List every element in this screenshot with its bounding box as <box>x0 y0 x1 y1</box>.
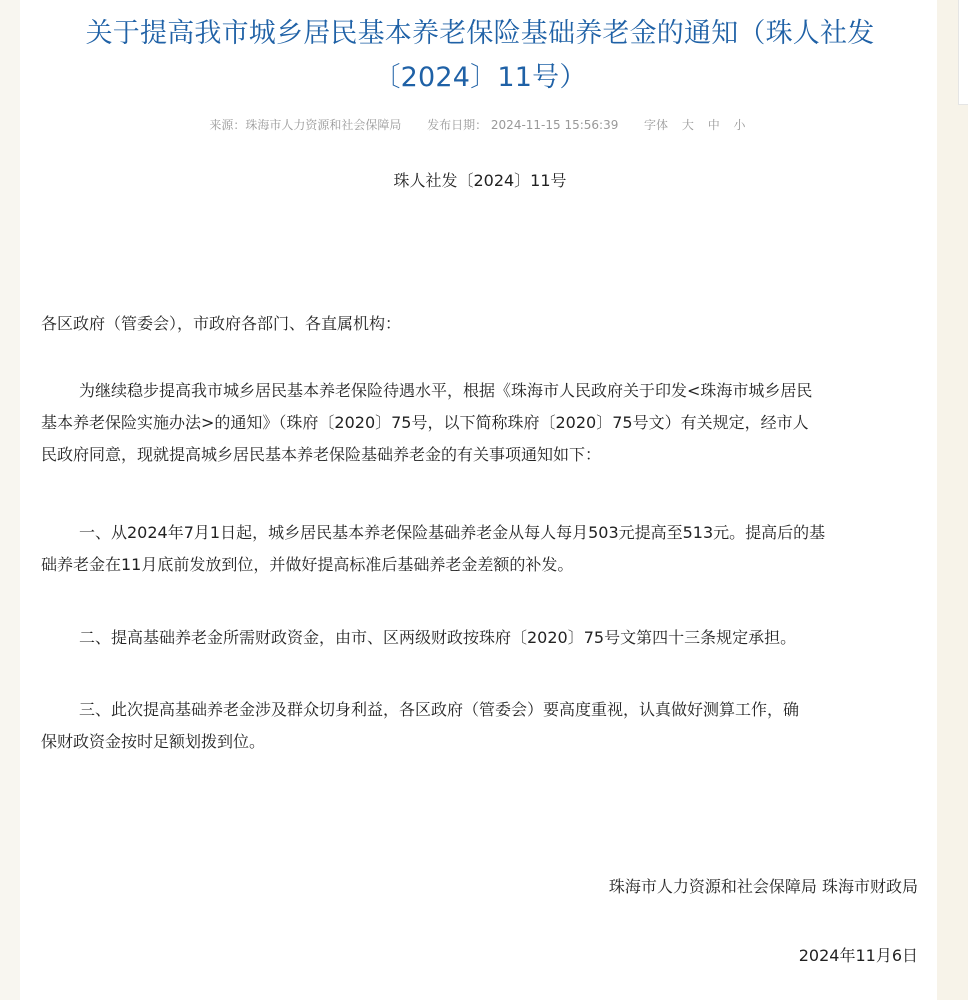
font-size-large-option[interactable]: 大 <box>681 118 694 132</box>
body-paragraph-2 <box>41 517 920 581</box>
right-page-margin <box>937 0 968 1000</box>
document-date: 2024年11月6日 <box>798 946 918 965</box>
body-paragraph-1-line-3: 民政府同意，现就提高城乡居民基本养老保险基础养老金的有关事项通知如下： <box>41 445 602 464</box>
font-size-small-option[interactable]: 小 <box>733 118 746 132</box>
article-card <box>20 0 937 1000</box>
publish-date-text: 发布日期： 2024-11-15 15:56:39 <box>427 118 619 132</box>
font-size-medium-option[interactable]: 中 <box>707 118 720 132</box>
article-meta-bar <box>90 116 865 134</box>
body-paragraph-4 <box>41 694 920 758</box>
body-paragraph-2-line-2: 础养老金在11月底前发放到位，并做好提高标准后基础养老金差额的补发。 <box>41 555 574 574</box>
body-paragraph-1-line-2: 基本养老保险实施办法>的通知》（珠府〔2020〕75号，以下简称珠府〔2020〕75号文）有关规定，经市人 <box>41 413 809 432</box>
body-paragraph-4-line-1: 三、此次提高基础养老金涉及群众切身利益，各区政府（管委会）要高度重视，认真做好测算工作，确 <box>79 700 800 719</box>
right-sidebar-card-edge <box>958 0 968 105</box>
body-paragraph-2-line-1: 一、从2024年7月1日起，城乡居民基本养老保险基础养老金从每人每月503元提高至513元。提高后的基 <box>79 523 826 542</box>
source-text: 来源：珠海市人力资源和社会保障局 <box>209 118 402 132</box>
body-paragraph-3 <box>41 622 920 654</box>
article-title <box>56 12 904 100</box>
body-paragraph-1 <box>41 375 920 471</box>
body-paragraph-4-line-2: 保财政资金按时足额划拨到位。 <box>41 732 266 751</box>
article-title-line-1: 关于提高我市城乡居民基本养老保险基础养老金的通知（珠人社发 <box>85 18 875 49</box>
salutation: 各区政府（管委会），市政府各部门、各直属机构： <box>41 314 402 333</box>
body-paragraph-3-line-1: 二、提高基础养老金所需财政资金，由市、区两级财政按珠府〔2020〕75号文第四十三条规定承担。 <box>79 628 797 647</box>
font-size-label: 字体 <box>644 118 669 132</box>
issuer-signature: 珠海市人力资源和社会保障局 珠海市财政局 <box>608 877 918 896</box>
article-title-line-2: 〔2024〕11号） <box>373 62 587 93</box>
body-paragraph-1-line-1: 为继续稳步提高我市城乡居民基本养老保险待遇水平，根据《珠海市人民政府关于印发<珠海市城乡居民 <box>79 381 813 400</box>
document-number: 珠人社发〔2024〕11号 <box>393 171 567 190</box>
